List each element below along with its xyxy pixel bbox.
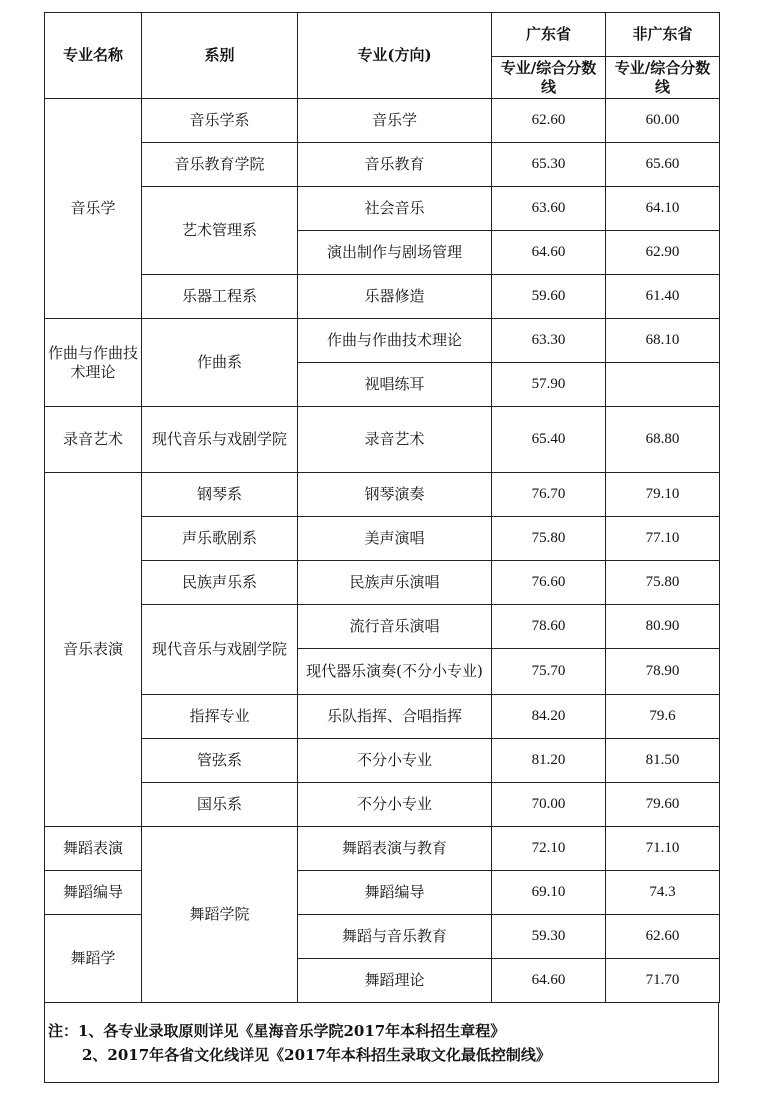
direction-cell: 不分小专业 [298,783,492,827]
dept-cell: 舞蹈学院 [142,827,298,1003]
header-non-guangdong: 非广东省 [606,13,720,57]
score-ngd: 68.10 [606,319,720,363]
dept-cell: 民族声乐系 [142,561,298,605]
table-row [45,739,720,783]
dept-cell: 音乐教育学院 [142,143,298,187]
dept-cell: 乐器工程系 [142,275,298,319]
score-ngd: 62.90 [606,231,720,275]
score-gd: 76.60 [492,561,606,605]
score-gd: 62.60 [492,99,606,143]
header-direction: 专业(方向) [298,13,492,99]
score-ngd: 74.3 [606,871,720,915]
major-cell: 作曲与作曲技术理论 [45,319,142,407]
table-row [45,827,720,871]
table-row [45,561,720,605]
direction-cell: 社会音乐 [298,187,492,231]
direction-cell: 乐队指挥、合唱指挥 [298,695,492,739]
score-gd: 63.30 [492,319,606,363]
table-row [45,275,720,319]
score-ngd: 79.60 [606,783,720,827]
major-cell: 舞蹈表演 [45,827,142,871]
score-gd: 64.60 [492,959,606,1003]
header-department: 系别 [142,13,298,99]
score-gd: 75.70 [492,649,606,695]
score-gd: 81.20 [492,739,606,783]
direction-cell: 录音艺术 [298,407,492,473]
direction-cell: 钢琴演奏 [298,473,492,517]
score-ngd: 65.60 [606,143,720,187]
score-gd: 57.90 [492,363,606,407]
direction-cell: 不分小专业 [298,739,492,783]
dept-cell: 现代音乐与戏剧学院 [142,605,298,695]
score-ngd: 79.6 [606,695,720,739]
direction-cell: 视唱练耳 [298,363,492,407]
table-row [45,473,720,517]
score-ngd: 64.10 [606,187,720,231]
score-gd: 84.20 [492,695,606,739]
direction-cell: 音乐学 [298,99,492,143]
direction-cell: 现代器乐演奏(不分小专业) [298,649,492,695]
major-cell: 录音艺术 [45,407,142,473]
direction-cell: 舞蹈理论 [298,959,492,1003]
table-row [45,319,720,363]
score-gd: 75.80 [492,517,606,561]
score-gd: 59.30 [492,915,606,959]
footnote-line-1: 注：1、各专业录取原则详见《星海音乐学院2017年本科招生章程》 [48,1022,506,1040]
header-score-line-ngd: 专业/综合分数线 [606,57,720,99]
score-ngd [606,363,720,407]
score-ngd: 75.80 [606,561,720,605]
score-gd: 70.00 [492,783,606,827]
major-cell: 音乐学 [45,99,142,319]
score-gd: 63.60 [492,187,606,231]
score-gd: 64.60 [492,231,606,275]
score-gd: 59.60 [492,275,606,319]
table-row [45,695,720,739]
direction-cell: 舞蹈编导 [298,871,492,915]
table-row [45,407,720,473]
score-gd: 65.30 [492,143,606,187]
score-ngd: 60.00 [606,99,720,143]
dept-cell: 音乐学系 [142,99,298,143]
header-score-line-gd: 专业/综合分数线 [492,57,606,99]
table-row [45,99,720,143]
direction-cell: 作曲与作曲技术理论 [298,319,492,363]
score-gd: 72.10 [492,827,606,871]
direction-cell: 民族声乐演唱 [298,561,492,605]
dept-cell: 国乐系 [142,783,298,827]
score-ngd: 80.90 [606,605,720,649]
header-major-name: 专业名称 [45,13,142,99]
dept-cell: 现代音乐与戏剧学院 [142,407,298,473]
score-ngd: 77.10 [606,517,720,561]
score-ngd: 79.10 [606,473,720,517]
table-row [45,783,720,827]
table-row [45,187,720,231]
score-ngd: 78.90 [606,649,720,695]
major-cell: 音乐表演 [45,473,142,827]
direction-cell: 乐器修造 [298,275,492,319]
footnote [44,1003,719,1083]
dept-cell: 艺术管理系 [142,187,298,275]
score-ngd: 81.50 [606,739,720,783]
score-ngd: 71.10 [606,827,720,871]
score-ngd: 62.60 [606,915,720,959]
major-cell: 舞蹈学 [45,915,142,1003]
dept-cell: 声乐歌剧系 [142,517,298,561]
table-row [45,517,720,561]
score-ngd: 61.40 [606,275,720,319]
score-gd: 78.60 [492,605,606,649]
admission-score-sheet [44,12,719,1083]
dept-cell: 钢琴系 [142,473,298,517]
direction-cell: 演出制作与剧场管理 [298,231,492,275]
direction-cell: 美声演唱 [298,517,492,561]
footnote-line-2: 2、2017年各省文化线详见《2017年本科招生录取文化最低控制线》 [82,1046,551,1064]
score-gd: 76.70 [492,473,606,517]
dept-cell: 指挥专业 [142,695,298,739]
table-row [45,143,720,187]
dept-cell: 管弦系 [142,739,298,783]
header-guangdong: 广东省 [492,13,606,57]
dept-cell: 作曲系 [142,319,298,407]
score-gd: 65.40 [492,407,606,473]
direction-cell: 舞蹈与音乐教育 [298,915,492,959]
direction-cell: 流行音乐演唱 [298,605,492,649]
major-cell: 舞蹈编导 [45,871,142,915]
direction-cell: 舞蹈表演与教育 [298,827,492,871]
score-ngd: 68.80 [606,407,720,473]
score-table [44,12,720,1003]
score-ngd: 71.70 [606,959,720,1003]
score-gd: 69.10 [492,871,606,915]
direction-cell: 音乐教育 [298,143,492,187]
table-row [45,605,720,649]
